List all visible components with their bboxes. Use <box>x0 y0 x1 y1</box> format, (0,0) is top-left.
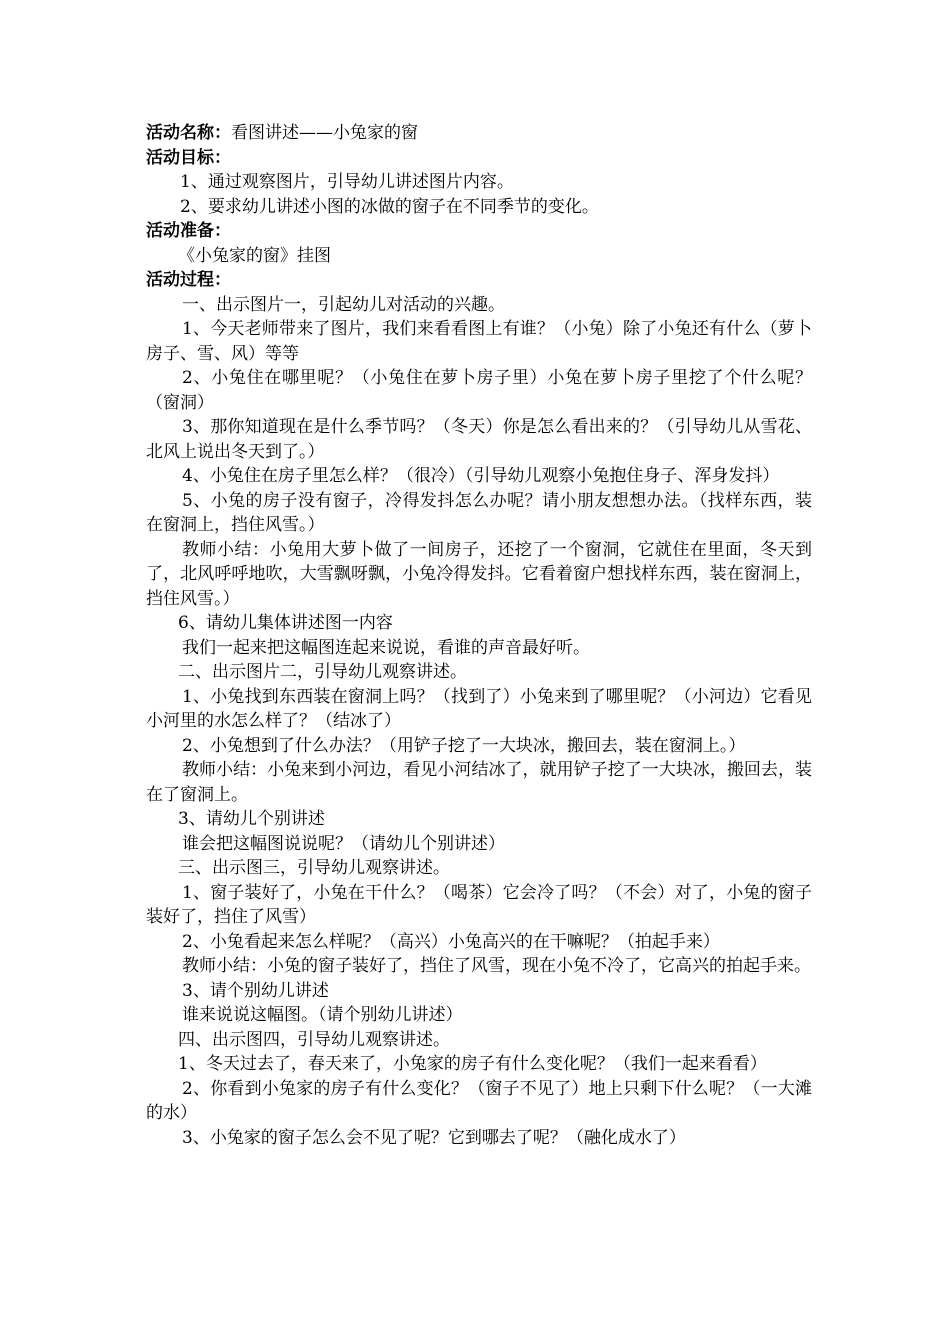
section-1-question-1: 1、今天老师带来了图片，我们来看看图上有谁？（小兔）除了小兔还有什么（萝卜房子、雪、风）等等 <box>146 319 812 364</box>
section-1-question-6: 6、请幼儿集体讲述图一内容 <box>178 613 393 633</box>
section-1-question-3: 3、那你知道现在是什么季节吗？（冬天）你是怎么看出来的？（引导幼儿从雪花、北风上说出冬天到了。） <box>146 417 812 462</box>
section-3-question-3-detail: 谁来说说这幅图。（请个别幼儿讲述） <box>182 1005 463 1025</box>
section-3-question-1: 1、窗子装好了，小兔在干什么？（喝茶）它会冷了吗？（不会）对了，小兔的窗子装好了，挡住了风雪） <box>146 882 812 927</box>
process-heading <box>146 268 812 293</box>
section-4-title: 四、出示图四，引导幼儿观察讲述。 <box>178 1029 450 1050</box>
section-2-question-3-detail: 谁会把这幅图说说呢？（请幼儿个别讲述） <box>182 833 505 854</box>
goals-label: 活动目标： <box>146 147 231 168</box>
activity-name-value: 看图讲述——小兔家的窗 <box>231 123 418 143</box>
section-3-summary: 教师小结：小兔的窗子装好了，挡住了风雪，现在小兔不冷了，它高兴的拍起手来。 <box>182 956 811 976</box>
section-1-question-5: 5、小兔的房子没有窗子，冷得发抖怎么办呢？请小朋友想想办法。（找样东西，装在窗洞上，挡住风雪。） <box>146 490 812 535</box>
goals-heading <box>146 146 812 171</box>
section-4-question-3: 3、小兔家的窗子怎么会不见了呢？它到哪去了呢？（融化成水了） <box>182 1127 686 1148</box>
document-page <box>146 121 812 1150</box>
process-label: 活动过程： <box>146 270 231 290</box>
prep-label: 活动准备： <box>146 221 231 241</box>
prep-heading <box>146 219 812 244</box>
section-2-question-2: 2、小兔想到了什么办法？（用铲子挖了一大块冰，搬回去，装在窗洞上。） <box>182 735 746 756</box>
section-4-question-2: 2、你看到小兔家的房子有什么变化？（窗子不见了）地上只剩下什么呢？（一大滩的水） <box>146 1078 812 1123</box>
section-3-question-2: 2、小兔看起来怎么样呢？（高兴）小兔高兴的在干嘛呢？（拍起手来） <box>182 931 720 952</box>
goal-1: 1、通过观察图片，引导幼儿讲述图片内容。 <box>180 172 514 192</box>
section-1-question-2: 2、小兔住在哪里呢？（小兔住在萝卜房子里）小兔在萝卜房子里挖了个什么呢？（窗洞） <box>146 368 812 413</box>
section-1-summary: 教师小结：小兔用大萝卜做了一间房子，还挖了一个窗洞，它就住在里面，冬天到了，北风呼呼地吹，大雪飘呀飘，小兔冷得发抖。它看着窗户想找样东西，装在窗洞上，挡住风雪。） <box>146 539 812 609</box>
prep-item: 《小兔家的窗》挂图 <box>178 245 331 266</box>
section-3-question-3: 3、请个别幼儿讲述 <box>182 980 329 1001</box>
section-1-title: 一、出示图片一，引起幼儿对活动的兴趣。 <box>182 294 505 315</box>
section-2-question-3: 3、请幼儿个别讲述 <box>178 809 325 829</box>
goal-2: 2、要求幼儿讲述小图的冰做的窗子在不同季节的变化。 <box>180 196 599 217</box>
section-2-summary: 教师小结：小兔来到小河边，看见小河结冰了，就用铲子挖了一大块冰，搬回去，装在了窗洞上。 <box>146 760 812 805</box>
section-1-question-4: 4、小兔住在房子里怎么样？（很冷）（引导幼儿观察小兔抱住身子、浑身发抖） <box>182 466 780 486</box>
section-2-title: 二、出示图片二，引导幼儿观察讲述。 <box>178 662 467 682</box>
section-3-title: 三、出示图三，引导幼儿观察讲述。 <box>178 858 450 878</box>
section-4-question-1: 1、冬天过去了，春天来了，小兔家的房子有什么变化呢？（我们一起来看看） <box>178 1054 767 1074</box>
section-1-question-6-detail: 我们一起来把这幅图连起来说说，看谁的声音最好听。 <box>182 637 590 658</box>
section-2-question-1: 1、小兔找到东西装在窗洞上吗？（找到了）小兔来到了哪里呢？（小河边）它看见小河里的水怎么样了？（结冰了） <box>146 686 812 731</box>
activity-name-line <box>146 121 812 146</box>
activity-name-label: 活动名称： <box>146 123 231 143</box>
